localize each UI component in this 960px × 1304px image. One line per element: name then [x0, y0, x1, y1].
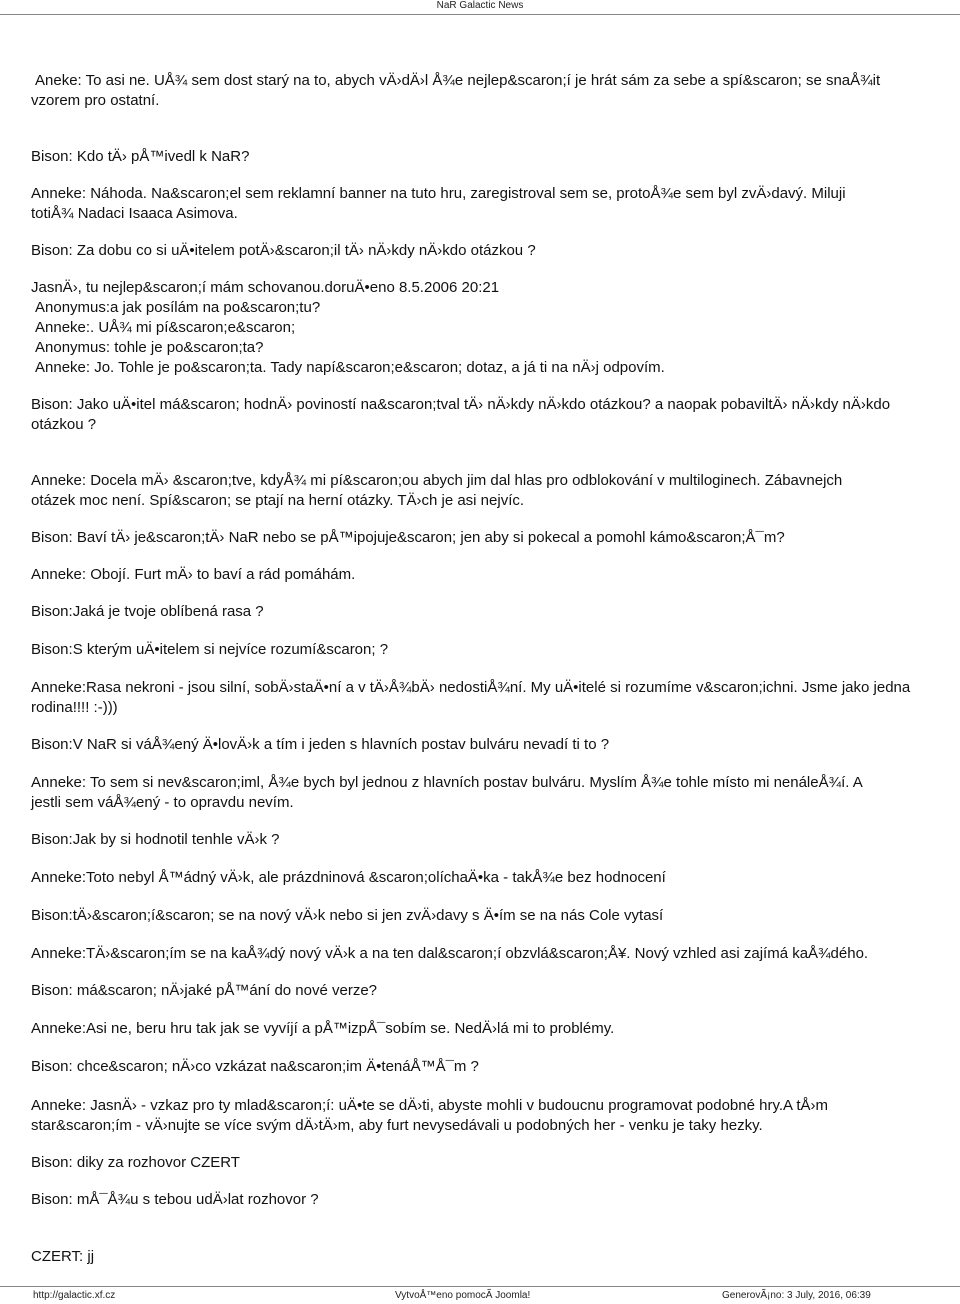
text-line: totiÅ¾ Nadaci Isaaca Asimova. — [31, 205, 238, 222]
text-line: Anneke:TÄ›&scaron;ím se na kaÅ¾dý nový vÄ›k a na ten dal&scaron;í obzvlá&scaron;Å¥. Nový vzhled asi zajímá kaÅ¾dého. — [31, 945, 869, 962]
text-line: Anneke: To sem si nev&scaron;iml, Å¾e bych byl jednou z hlavních postav bulváru. Myslím Å¾e tohle místo mi nenáleÅ¾í. A — [31, 774, 863, 791]
text-line: Bison:Jak by si hodnotil tenhle vÄ›k ? — [31, 831, 280, 848]
text-line: Anonymus: tohle je po&scaron;ta? — [35, 339, 264, 356]
page-header — [0, 0, 960, 15]
text-line: Anneke:Rasa nekroni - jsou silní, sobÄ›staÄ•ní a v tÄ›Å¾bÄ› nedostiÅ¾ní. My uÄ•itelé si rozumíme v&scaron;ichni. Jsme jako jedna — [31, 679, 911, 696]
text-line: JasnÄ›, tu nejlep&scaron;í mám schovanou.doruÄ•eno 8.5.2006 20:21 — [31, 279, 500, 296]
text-line: Anneke: Jo. Tohle je po&scaron;ta. Tady napí&scaron;e&scaron; dotaz, a já ti na nÄ›j odpovím. — [35, 359, 665, 376]
text-line: Bison: diky za rozhovor CZERT — [31, 1154, 240, 1171]
text-line: Anneke:Asi ne, beru hru tak jak se vyvíjí a pÅ™izpÅ¯sobím se. NedÄ›lá mi to problémy. — [31, 1020, 615, 1037]
text-line: star&scaron;ím - vÄ›nujte se více svým dÄ›tÄ›m, aby furt nevysedávali u podobných her - venku je taky hezky. — [31, 1117, 763, 1134]
page-footer — [0, 1286, 960, 1304]
text-line: Bison: Za dobu co si uÄ•itelem potÄ›&scaron;il tÄ› nÄ›kdy nÄ›kdo otázkou ? — [31, 242, 536, 259]
text-line: Anneke:Toto nebyl Å™ádný vÄ›k, ale prázdninová &scaron;olíchaÄ•ka - takÅ¾e bez hodnocení — [31, 869, 666, 886]
text-line: Bison:tÄ›&scaron;í&scaron; se na nový vÄ›k nebo si jen zvÄ›davy s Ä•ím se na nás Cole vytasí — [31, 907, 664, 924]
text-line: Anneke: Náhoda. Na&scaron;el sem reklamní banner na tuto hru, zaregistroval sem se, protoÅ¾e sem byl zvÄ›davý. Miluji — [31, 185, 846, 202]
text-line: Anneke: JasnÄ› - vzkaz pro ty mlad&scaron;í: uÄ•te se dÄ›ti, abyste mohli v budoucnu programovat podobné hry.A tÅ›m — [31, 1097, 829, 1114]
text-line: rodina!!!! :-))) — [31, 699, 118, 716]
header-title: NaR Galactic News — [436, 0, 524, 11]
text-line: Bison: Jako uÄ•itel má&scaron; hodnÄ› poviností na&scaron;tval tÄ› nÄ›kdy nÄ›kdo otázkou? a naopak pobaviltÄ› nÄ›kdy nÄ›kdo — [31, 396, 891, 413]
text-line: Aneke: To asi ne. UÅ¾ sem dost starý na to, abych vÄ›dÄ›l Å¾e nejlep&scaron;í je hrát sám za sebe a spí&scaron; se snaÅ¾it — [35, 72, 881, 89]
text-line: jestli sem váÅ¾ený - to opravdu nevím. — [31, 794, 294, 811]
text-line: Bison: Baví tÄ› je&scaron;tÄ› NaR nebo se pÅ™ipojuje&scaron; jen aby si pokecal a pomohl kámo&scaron;Å¯m? — [31, 529, 785, 546]
text-line: CZERT: jj — [31, 1248, 95, 1265]
text-line: Bison: Kdo tÄ› pÅ™ivedl k NaR? — [31, 148, 250, 165]
text-line: Anneke:. UÅ¾ mi pí&scaron;e&scaron; — [35, 319, 296, 336]
text-line: Anonymus:a jak posílám na po&scaron;tu? — [35, 299, 321, 316]
text-line: Bison: mÅ¯Å¾u s tebou udÄ›lat rozhovor ? — [31, 1191, 319, 1208]
text-line: otázkou ? — [31, 416, 97, 433]
text-line: Bison:V NaR si váÅ¾ený Ä•lovÄ›k a tím i jeden s hlavních postav bulváru nevadí ti to ? — [31, 736, 610, 753]
footer-url-link[interactable]: http://galactic.xf.cz — [33, 1290, 116, 1301]
text-line: vzorem pro ostatní. — [31, 92, 160, 109]
footer-generated-date: GenerovÃ¡no: 3 July, 2016, 06:39 — [722, 1290, 871, 1301]
footer-powered-by: VytvoÅ™eno pomocÃ Joomla! — [395, 1290, 531, 1301]
text-line: Bison:Jaká je tvoje oblíbená rasa ? — [31, 603, 264, 620]
text-line: otázek moc není. Spí&scaron; se ptají na herní otázky. TÄ›ch je asi nejvíc. — [31, 492, 525, 509]
text-line: Bison: má&scaron; nÄ›jaké pÅ™ání do nové verze? — [31, 982, 378, 999]
text-line: Bison: chce&scaron; nÄ›co vzkázat na&scaron;im Ä•tenáÅ™Å¯m ? — [31, 1058, 479, 1075]
text-line: Bison:S kterým uÄ•itelem si nejvíce rozumí&scaron; ? — [31, 641, 389, 658]
text-line: Anneke: Docela mÄ› &scaron;tve, kdyÅ¾ mi pí&scaron;ou abych jim dal hlas pro odblokování v multiloginech. Zábavnejch — [31, 472, 843, 489]
text-line: Anneke: Obojí. Furt mÄ› to baví a rád pomáhám. — [31, 566, 356, 583]
